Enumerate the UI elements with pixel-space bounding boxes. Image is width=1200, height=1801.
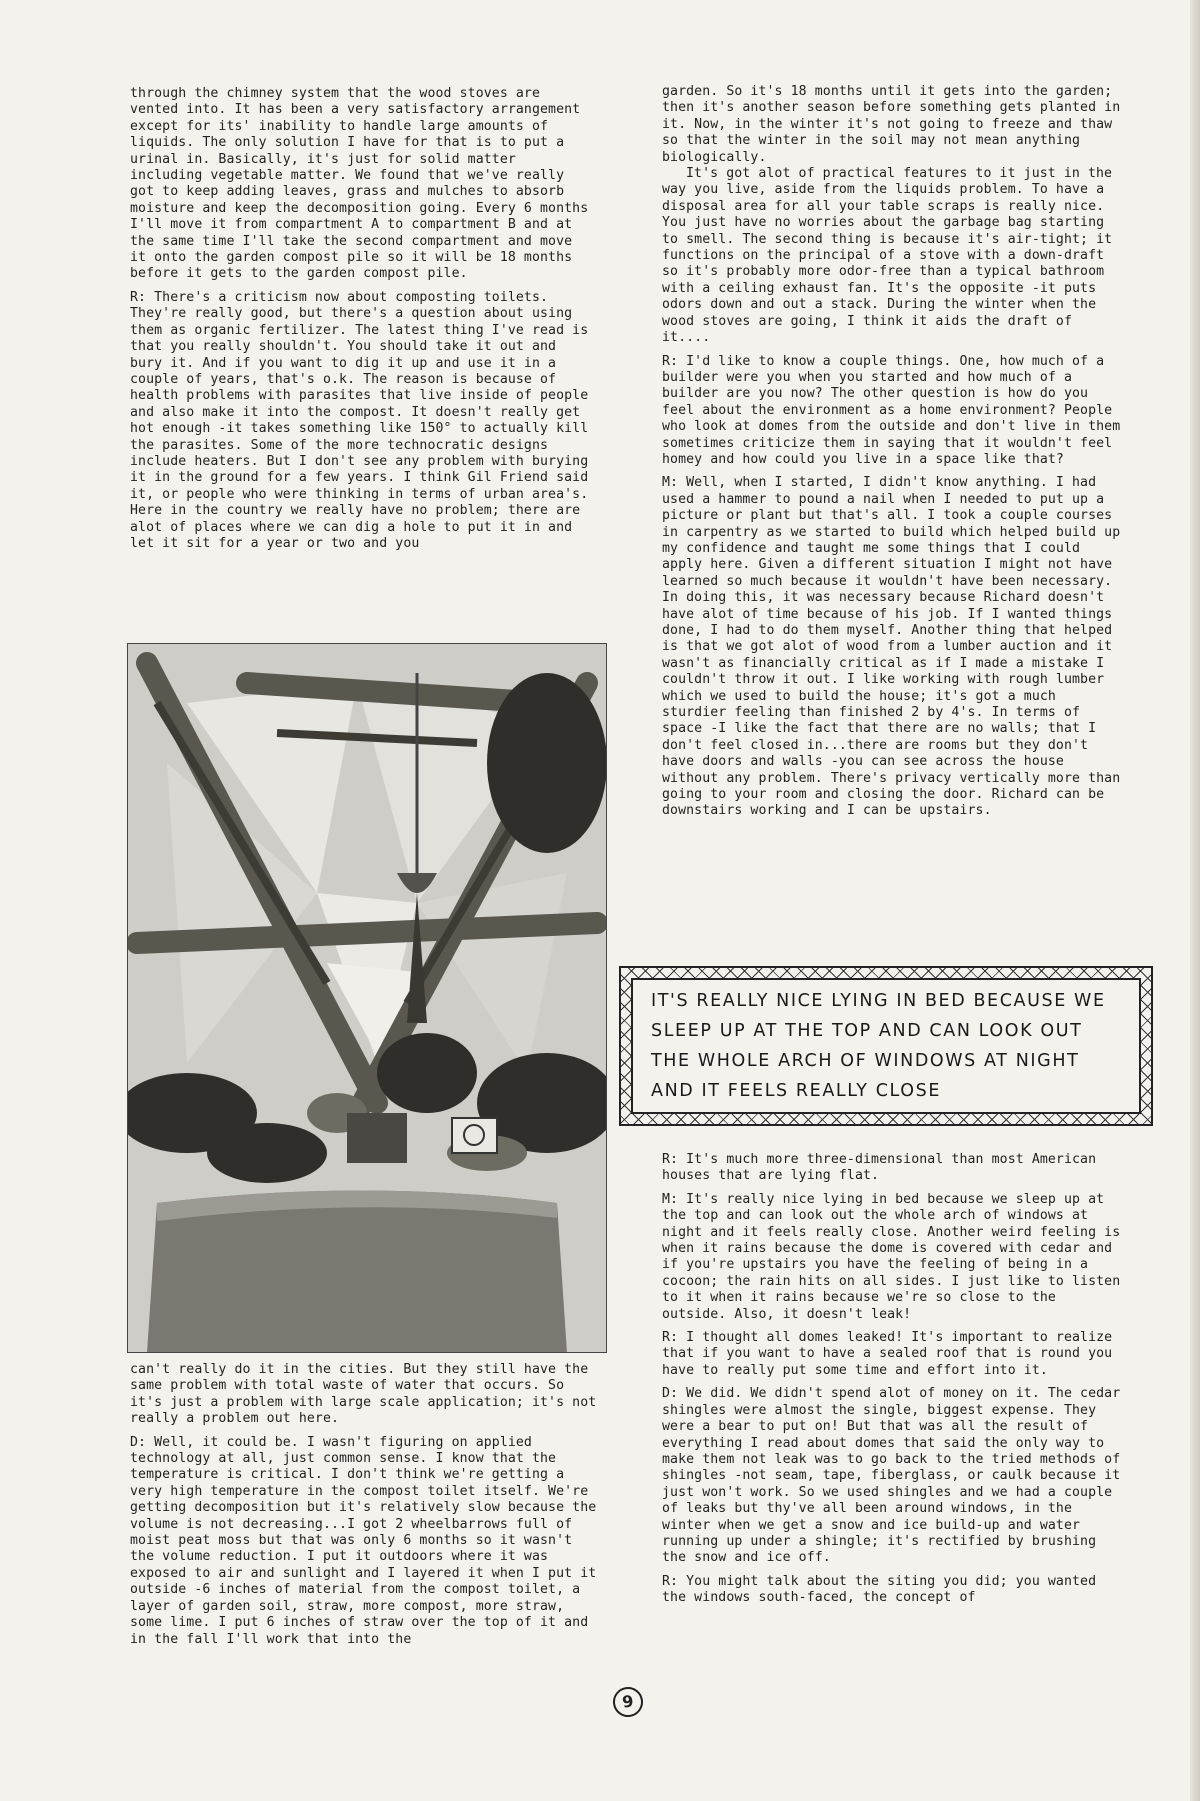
paragraph: D: Well, it could be. I wasn't figuring on applied technology at all, just common sense. I know that the temperature is critical. I don't think we're getting a very high temperature in the compost toilet itself. We're getting decomposition but it's relatively slow because the volume is not decreasing...I got 2 wheelbarrows full of moist peat moss but that was only 6 months so it wasn't the volume reduction. I put it outdoors where it was exposed to air and sunlight and I layered it when I put it outside -6 inches of material from the compost toilet, a layer of garden soil, straw, more compost, more straw, some lime. I put 6 inches of straw over the top of it and in the fall I'll work that into the xyxy=(130,1434,597,1647)
paragraph: through the chimney system that the wood stoves are vented into. It has been a very satisfactory arrangement except for its' inability to handle large amounts of liquids. The only solution I have for that is to put a urinal in. Basically, it's just for solid matter including vegetable matter. We found that we've really got to keep adding leaves, grass and mulches to absorb moisture and keep the decomposition going. Every 6 months I'll move it from compartment A to compartment B and at the same time I'll take the second compartment and move it onto the garden compost pile so it will be 18 months before it gets to the garden compost pile. xyxy=(130,86,589,282)
page-edge xyxy=(1190,0,1200,1801)
paragraph: R: You might talk about the siting you did; you wanted the windows south-faced, the concept of xyxy=(662,1573,1097,1606)
right-column-bottom xyxy=(662,1152,1124,1614)
paragraph: M: Well, when I started, I didn't know anything. I had used a hammer to pound a nail when I needed to put up a picture or plant but that's all. I took a couple courses in carpentry as we started to build which helped build up my confidence and taught me some things that I could apply here. Given a different situation I might not have learned so much because it wouldn't have been necessary. In doing this, it was necessary because Richard doesn't have alot of time because of his job. If I wanted things done, I had to do them myself. Another thing that helped is that we got alot of wood from a lumber auction and it wasn't as financially critical as if I made a mistake I couldn't throw it out. I like working with rough lumber which we used to build the house; it's got a much sturdier feeling than finished 2 by 4's. In terms of space -I like the fact that there are no walls; that I don't feel closed in...there are rooms but they don't have doors and walls -you can see across the house without any problem. There's privacy vertically more than going to your room and closing the door. Richard can be downstairs working and I can be upstairs. xyxy=(662,475,1121,819)
paragraph: R: I'd like to know a couple things. One, how much of a builder were you when you started and how much of a builder are you now? The other question is how do you feel about the environment as a home environment? People who look at domes from the outside and don't live in them sometimes criticize them in saying that it wouldn't feel homey and how could you live in a space like that? xyxy=(662,353,1121,467)
pull-quote-text: IT'S REALLY NICE LYING IN BED BECAUSE WE SLEEP UP AT THE TOP AND CAN LOOK OUT THE WHOLE ARCH OF WINDOWS AT NIGHT AND IT FEELS REALLY CLOSE xyxy=(651,991,1106,1101)
dome-window-photo xyxy=(127,643,607,1353)
paragraph: can't really do it in the cities. But they still have the same problem with total waste of water that occurs. So it's just a problem with large scale application; it's not really a problem out here. xyxy=(130,1362,597,1427)
left-column-top xyxy=(130,86,596,559)
photo-illustration xyxy=(127,643,607,1353)
pull-quote-box xyxy=(619,966,1153,1126)
left-column-bottom xyxy=(130,1362,600,1655)
paragraph: M: It's really nice lying in bed because we sleep up at the top and can look out the whole arch of windows at night and it feels really close. Another weird feeling is when it rains because the dome is covered with cedar and if you're upstairs you have the feeling of being in a cocoon; the rain hits on all sides. I just like to listen to it when it rains because we're so close to the outside. Also, it doesn't leak! xyxy=(662,1191,1121,1322)
paragraph: D: We did. We didn't spend alot of money on it. The cedar shingles were almost the single, biggest expense. They were a bear to put on! But that was all the result of everything I read about domes that said the only way to make them not leak was to go back to the tried methods of shingles -not seam, tape, fiberglass, or caulk because it just won't work. So we used shingles and we had a couple of leaks but thy've all been around windows, in the winter when we get a snow and ice build-up and water running up under a shingle; it's rectified by brushing the snow and ice off. xyxy=(662,1386,1121,1566)
right-column-top xyxy=(662,84,1124,827)
page-number: 9 xyxy=(611,1685,645,1719)
paragraph: R: I thought all domes leaked! It's important to realize that if you want to have a sealed roof that is round you have to really put some time and effort into it. xyxy=(662,1330,1113,1378)
paragraph: garden. So it's 18 months until it gets into the garden; then it's another season before something gets planted in it. Now, in the winter it's not going to freeze and thaw so that the winter in the soil may not mean anything biologically. xyxy=(662,84,1121,165)
pull-quote-inner xyxy=(631,978,1141,1114)
paragraph: It's got alot of practical features to it just in the way you live, aside from the liquids problem. To have a disposal area for all your table scraps is really nice. You just have no worries about the garbage bag starting to smell. The second thing is because it's air-tight; it functions on the principal of a stove with a down-draft so it's probably more odor-free than a typical bathroom with a ceiling exhaust fan. It's the opposite -it puts odors down and out a stack. During the winter when the wood stoves are going, I think it aids the draft of it.... xyxy=(662,166,1113,346)
paragraph: R: There's a criticism now about composting toilets. They're really good, but there's a question about using them as organic fertilizer. The latest thing I've read is that you really shouldn't. You should take it out and bury it. And if you want to dig it up and use it in a couple of years, that's o.k. The reason is because of health problems with parasites that live inside of people and also make it into the compost. It doesn't really get hot enough -it takes something like 150° to actually kill the parasites. Some of the more technocratic designs include heaters. But I don't see any problem with burying it in the ground for a few years. I think Gil Friend said it, or people who were thinking in terms of urban area's. Here in the country we really have no problem; there are alot of places where we can dig a hole to put it in and let it sit for a year or two and you xyxy=(130,289,589,551)
paragraph: R: It's much more three-dimensional than most American houses that are lying flat. xyxy=(662,1152,1097,1184)
